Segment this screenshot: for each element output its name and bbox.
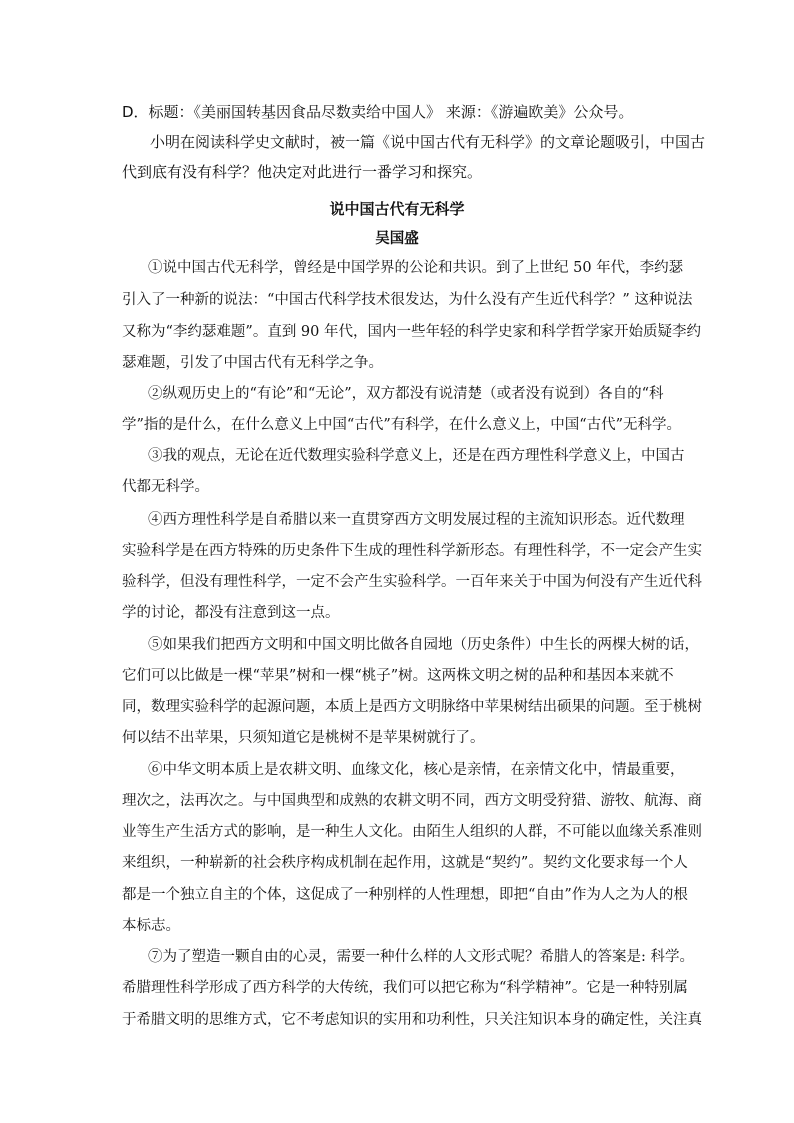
article-line: 验科学，但没有理性科学，一定不会产生实验科学。一百年来关于中国为何没有产生近代科 bbox=[122, 574, 702, 590]
article-line: 它们可以比做是一棵“苹果”树和一棵“桃子”树。这两株文明之树的品种和基因本来就不 bbox=[122, 668, 674, 684]
article-line: 实验科学是在西方特殊的历史条件下生成的理性科学新形态。有理性科学，不一定会产生实 bbox=[122, 543, 702, 559]
article-line: ①说中国古代无科学，曾经是中国学界的公论和共识。到了上世纪 50 年代，李约瑟 bbox=[148, 260, 684, 276]
article-line: 何以结不出苹果，只须知道它是桃树不是苹果树就行了。 bbox=[122, 730, 485, 746]
article-line: ⑤如果我们把西方文明和中国文明比做各自园地（历史条件）中生长的两棵大树的话， bbox=[148, 637, 699, 653]
article-line: 引入了一种新的说法：“中国古代科学技术很发达，为什么没有产生近代科学？” 这种说法 bbox=[122, 292, 693, 308]
article-title: 说中国古代有无科学 bbox=[329, 200, 465, 218]
article-line: 于希腊文明的思维方式，它不考虑知识的实用和功利性，只关注知识本身的确定性，关注真 bbox=[122, 1012, 702, 1028]
article-line: 本标志。 bbox=[122, 918, 180, 934]
article-line: ⑦为了塑造一颗自由的心灵，需要一种什么样的人文形式呢？希腊人的答案是: 科学。 bbox=[148, 949, 694, 965]
article-line: 希腊理性科学形成了西方科学的大传统，我们可以把它称为“科学精神”。它是一种特别属 bbox=[122, 980, 688, 996]
article-line: ②纵观历史上的“有论”和“无论”，双方都没有说清楚（或者没有说到）各自的“科 bbox=[148, 386, 664, 402]
article-line: 又称为“李约瑟难题”。直到 90 年代，国内一些年轻的科学史家和科学哲学家开始质疑李约 bbox=[122, 324, 701, 340]
article-line: ⑥中华文明本质上是农耕文明、血缘文化，核心是亲情，在亲情文化中，情最重要， bbox=[148, 762, 685, 778]
article-line: ③我的观点，无论在近代数理实验科学意义上，还是在西方理性科学意义上，中国古 bbox=[148, 448, 685, 464]
article-line: 瑟难题，引发了中国古代有无科学之争。 bbox=[122, 355, 383, 371]
article-line: 理次之，法再次之。与中国典型和成熟的农耕文明不同，西方文明受狩猎、游牧、航海、商 bbox=[122, 793, 702, 809]
article-line: 业等生产生活方式的影响，是一种生人文化。由陌生人组织的人群，不可能以血缘关系准则 bbox=[122, 824, 702, 840]
article-line: ④西方理性科学是自希腊以来一直贯穿西方文明发展过程的主流知识形态。近代数理 bbox=[148, 512, 685, 528]
intro-paragraph-line: 小明在阅读科学史文献时，被一篇《说中国古代有无科学》的文章论题吸引，中国古 bbox=[150, 133, 706, 151]
option-d-line: D．标题：《美丽国转基因食品尽数卖给中国人》 来源：《游遍欧美》公众号。 bbox=[122, 103, 634, 121]
article-line: 都是一个独立自主的个体，这促成了一种别样的人性理想，即把“自由”作为人之为人的根 bbox=[122, 887, 688, 903]
article-line: 同，数理实验科学的起源问题，本质上是西方文明脉络中苹果树结出硕果的问题。至于桃树 bbox=[122, 699, 702, 715]
article-author: 吴国盛 bbox=[375, 230, 419, 247]
article-line: 来组织，一种崭新的社会秩序构成机制在起作用，这就是“契约”。契约文化要求每一个人 bbox=[122, 855, 688, 871]
intro-paragraph-line: 代到底有没有科学？他决定对此进行一番学习和探究。 bbox=[122, 163, 483, 181]
article-line: 学”指的是什么，在什么意义上中国“古代”有科学，在什么意义上，中国“古代”无科学。 bbox=[122, 417, 682, 433]
article-line: 学的讨论，都没有注意到这一点。 bbox=[122, 605, 340, 621]
article-line: 代都无科学。 bbox=[122, 479, 209, 495]
